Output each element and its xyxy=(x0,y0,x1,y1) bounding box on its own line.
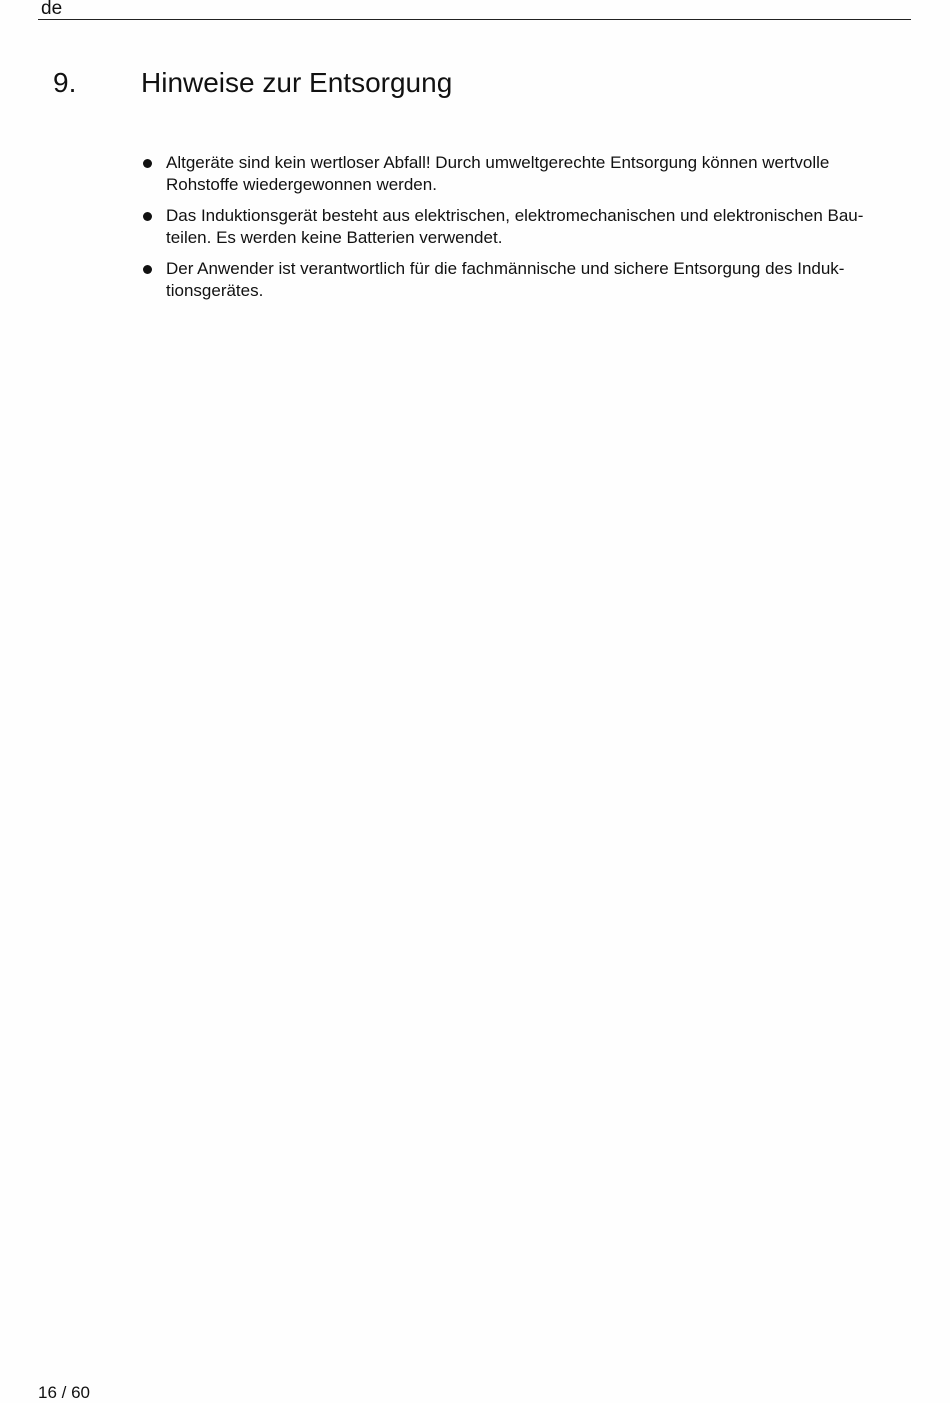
list-item-line: Der Anwender ist verantwortlich für die fachmännische und sichere Entsorgung des Induk- xyxy=(166,259,845,278)
section-number: 9. xyxy=(53,67,77,98)
list-item-line: Rohstoffe wiedergewonnen werden. xyxy=(166,175,437,194)
list-item-line: Altgeräte sind kein wertloser Abfall! Durch umweltgerechte Entsorgung können wertvolle xyxy=(166,153,830,172)
bullet-icon xyxy=(143,265,152,274)
bullet-icon xyxy=(143,159,152,168)
section-title: Hinweise zur Entsorgung xyxy=(141,67,453,98)
list-item-line: tionsgerätes. xyxy=(166,281,264,300)
list-item-line: teilen. Es werden keine Batterien verwendet. xyxy=(166,228,503,247)
list-item-line: Das Induktionsgerät besteht aus elektrischen, elektromechanischen und elektronischen Bau- xyxy=(166,206,864,225)
list-item xyxy=(141,152,916,196)
bullet-icon xyxy=(143,212,152,221)
list-item xyxy=(141,205,916,249)
disposal-notes-list xyxy=(141,152,916,311)
header-language-code: de xyxy=(41,0,63,19)
list-item xyxy=(141,258,916,302)
header-divider xyxy=(38,19,911,20)
page-number: 16 / 60 xyxy=(38,1383,90,1402)
